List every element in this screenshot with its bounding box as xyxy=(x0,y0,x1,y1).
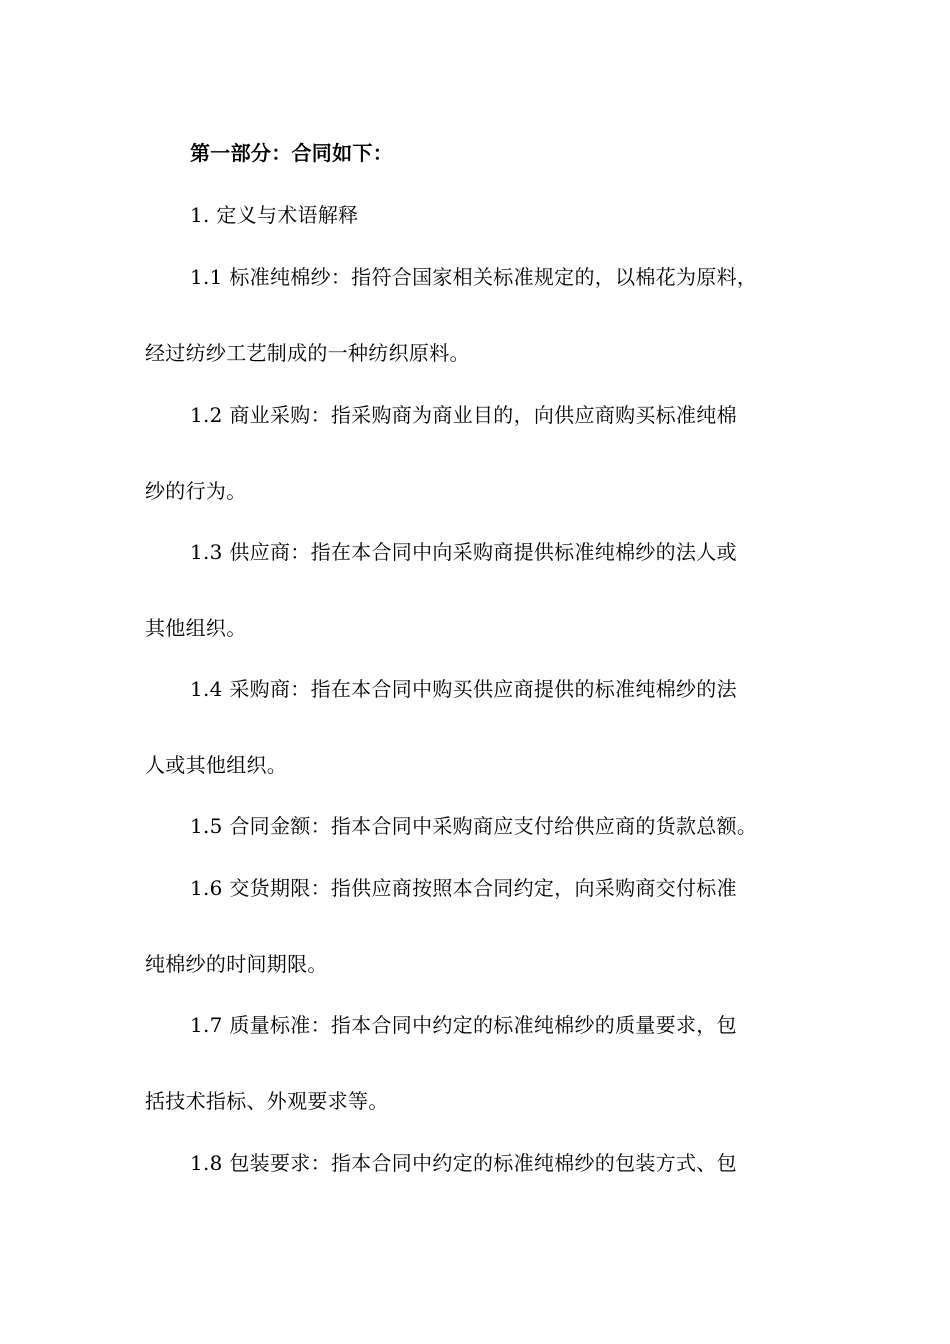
item-1-3-line1: 1.3 供应商：指在本合同中向采购商提供标准纯棉纱的法人或 xyxy=(190,540,737,564)
item-1-5-line1: 1.5 合同金额：指本合同中采购商应支付给供应商的货款总额。 xyxy=(190,814,758,838)
section-title: 1. 定义与术语解释 xyxy=(190,203,359,227)
item-1-1-line1: 1.1 标准纯棉纱：指符合国家相关标准规定的，以棉花为原料， xyxy=(190,265,758,289)
item-1-8-line1: 1.8 包装要求：指本合同中约定的标准纯棉纱的包装方式、包 xyxy=(190,1151,737,1175)
part-heading: 第一部分：合同如下： xyxy=(190,141,393,165)
item-1-4-line2: 人或其他组织。 xyxy=(145,753,288,777)
item-1-2-line1: 1.2 商业采购：指采购商为商业目的，向供应商购买标准纯棉 xyxy=(190,403,737,427)
item-1-1-line2: 经过纺纱工艺制成的一种纺织原料。 xyxy=(145,341,470,365)
item-1-4-line1: 1.4 采购商：指在本合同中购买供应商提供的标准纯棉纱的法 xyxy=(190,677,737,701)
item-1-7-line1: 1.7 质量标准：指本合同中约定的标准纯棉纱的质量要求，包 xyxy=(190,1013,737,1037)
item-1-3-line2: 其他组织。 xyxy=(145,616,247,640)
item-1-2-line2: 纱的行为。 xyxy=(145,479,247,503)
item-1-6-line2: 纯棉纱的时间期限。 xyxy=(145,952,328,976)
item-1-7-line2: 括技术指标、外观要求等。 xyxy=(145,1089,389,1113)
item-1-6-line1: 1.6 交货期限：指供应商按照本合同约定，向采购商交付标准 xyxy=(190,876,737,900)
